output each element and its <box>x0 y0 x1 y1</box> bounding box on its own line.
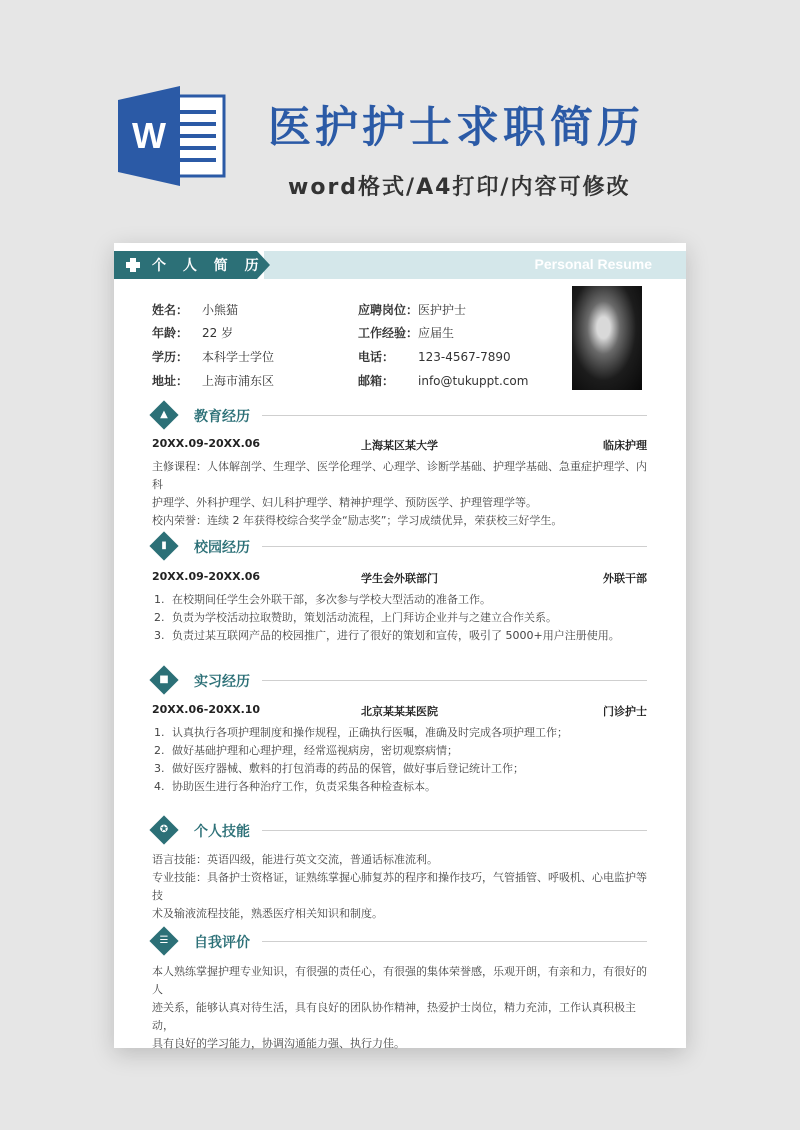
info-age <box>152 324 233 341</box>
section-skills <box>152 818 647 842</box>
name-label: 姓名： <box>152 303 189 317</box>
tel-label: 电话： <box>358 350 395 364</box>
book-icon: ▮ <box>161 540 167 551</box>
resume-paper <box>114 243 686 1048</box>
age-value: 22 岁 <box>202 326 234 340</box>
education-row <box>152 437 647 450</box>
intern-date: 20XX.06-20XX.10 <box>152 703 261 716</box>
name-value: 小熊猫 <box>202 303 239 317</box>
campus-row <box>152 570 647 583</box>
section-title: 校园经历 <box>194 540 250 556</box>
banner-title: 医护护士求职简历 <box>268 103 644 153</box>
education-date: 20XX.09-20XX.06 <box>152 437 261 450</box>
age-label: 年龄： <box>152 326 189 340</box>
tel-value: 123-4567-7890 <box>418 350 511 364</box>
list-item: 1. 认真执行各项护理制度和操作规程，正确执行医嘱，准确及时完成各项护理工作； <box>154 726 568 739</box>
info-address <box>152 372 274 389</box>
resume-header-bar <box>114 251 686 279</box>
skills-line: 语言技能：英语四级，能进行英文交流，普通话标准流利。 <box>152 853 438 866</box>
section-education <box>152 403 647 427</box>
section-divider <box>262 680 647 681</box>
skills-details <box>152 851 652 923</box>
self-line: 具有良好的学习能力，协调沟通能力强、执行力佳。 <box>152 1037 405 1050</box>
section-title: 教育经历 <box>194 409 250 425</box>
section-divider <box>262 830 647 831</box>
self-line: 本人熟练掌握护理专业知识，有很强的责任心，有很强的集体荣誉感，乐观开朗，有亲和力，有很好的人 <box>152 965 647 996</box>
profile-photo <box>572 286 642 390</box>
skills-line: 专业技能：具备护士资格证，证熟练掌握心肺复苏的程序和操作技巧，气管插管、呼吸机、心电监护等技 <box>152 871 647 902</box>
list-item: 4. 协助医生进行各种治疗工作，负责采集各种检查标本。 <box>154 780 436 793</box>
intern-role: 门诊护士 <box>603 705 647 718</box>
exp-value: 应届生 <box>418 326 455 340</box>
campus-list <box>152 591 652 645</box>
briefcase-icon: ■ <box>159 674 169 685</box>
word-document-icon <box>118 86 228 186</box>
education-line: 护理学、外科护理学、妇儿科护理学、精神护理学、预防医学、护理管理学等。 <box>152 496 537 509</box>
resume-en-title: Personal Resume <box>534 256 652 272</box>
list-item: 2. 做好基础护理和心理护理，经常巡视病房，密切观察病情； <box>154 744 458 757</box>
section-campus <box>152 534 647 558</box>
section-title: 实习经历 <box>194 674 250 690</box>
section-divider <box>262 546 647 547</box>
info-name <box>152 301 238 318</box>
self-details <box>152 963 652 1053</box>
info-education <box>152 348 274 365</box>
intern-row <box>152 703 647 716</box>
info-experience <box>358 324 454 341</box>
resume-title: 个 人 简 历 <box>152 258 265 274</box>
mail-label: 邮箱： <box>358 374 395 388</box>
list-item: 2. 负责为学校活动拉取赞助，策划活动流程，上门拜访企业并与之建立合作关系。 <box>154 611 557 624</box>
education-major: 临床护理 <box>603 439 647 452</box>
education-line: 主修课程：人体解剖学、生理学、医学伦理学、心理学、诊断学基础、护理学基础、急重症护理学、内科 <box>152 460 647 491</box>
section-divider <box>262 415 647 416</box>
medical-cross-icon <box>126 258 140 272</box>
list-icon: ☰ <box>159 935 169 946</box>
skills-line: 术及输液流程技能，熟悉医疗相关知识和制度。 <box>152 907 383 920</box>
award-icon: ✪ <box>159 824 169 835</box>
edu-label: 学历： <box>152 350 189 364</box>
intern-list <box>152 724 652 796</box>
education-school: 上海某区某大学 <box>361 439 438 452</box>
education-line: 校内荣誉：连续 2 年获得校综合奖学金“励志奖”；学习成绩优异，荣获校三好学生。 <box>152 514 563 527</box>
section-title: 个人技能 <box>194 824 250 840</box>
word-letter: W <box>132 115 166 156</box>
intern-org: 北京某某某医院 <box>361 705 438 718</box>
campus-date: 20XX.09-20XX.06 <box>152 570 261 583</box>
addr-label: 地址： <box>152 374 189 388</box>
list-item: 1. 在校期间任学生会外联干部，多次参与学校大型活动的准备工作。 <box>154 593 491 606</box>
campus-role: 外联干部 <box>603 572 647 585</box>
section-self-evaluation <box>152 929 647 953</box>
banner-subtitle: word格式/A4打印/内容可修改 <box>288 175 631 200</box>
self-line: 迹关系，能够认真对待生活，具有良好的团队协作精神，热爱护士岗位，精力充沛，工作认真积极主动， <box>152 1001 636 1032</box>
edu-value: 本科学士学位 <box>202 350 275 364</box>
exp-label: 工作经验： <box>358 326 419 340</box>
addr-value: 上海市浦东区 <box>202 374 275 388</box>
section-internship <box>152 668 647 692</box>
list-item: 3. 做好医疗器械、敷料的打包消毒的药品的保管，做好事后登记统计工作； <box>154 762 524 775</box>
graduation-cap-icon: ▲ <box>160 409 168 420</box>
education-details <box>152 458 652 530</box>
mail-value: info@tukuppt.com <box>418 374 529 388</box>
job-label: 应聘岗位： <box>358 303 419 317</box>
info-phone <box>358 348 511 365</box>
campus-org: 学生会外联部门 <box>361 572 438 585</box>
job-value: 医护护士 <box>418 303 467 317</box>
info-job <box>358 301 466 318</box>
section-title: 自我评价 <box>194 935 250 951</box>
list-item: 3. 负责过某互联网产品的校园推广，进行了很好的策划和宣传，吸引了 5000+用户注册使用。 <box>154 629 620 642</box>
info-email <box>358 372 528 389</box>
section-divider <box>262 941 647 942</box>
